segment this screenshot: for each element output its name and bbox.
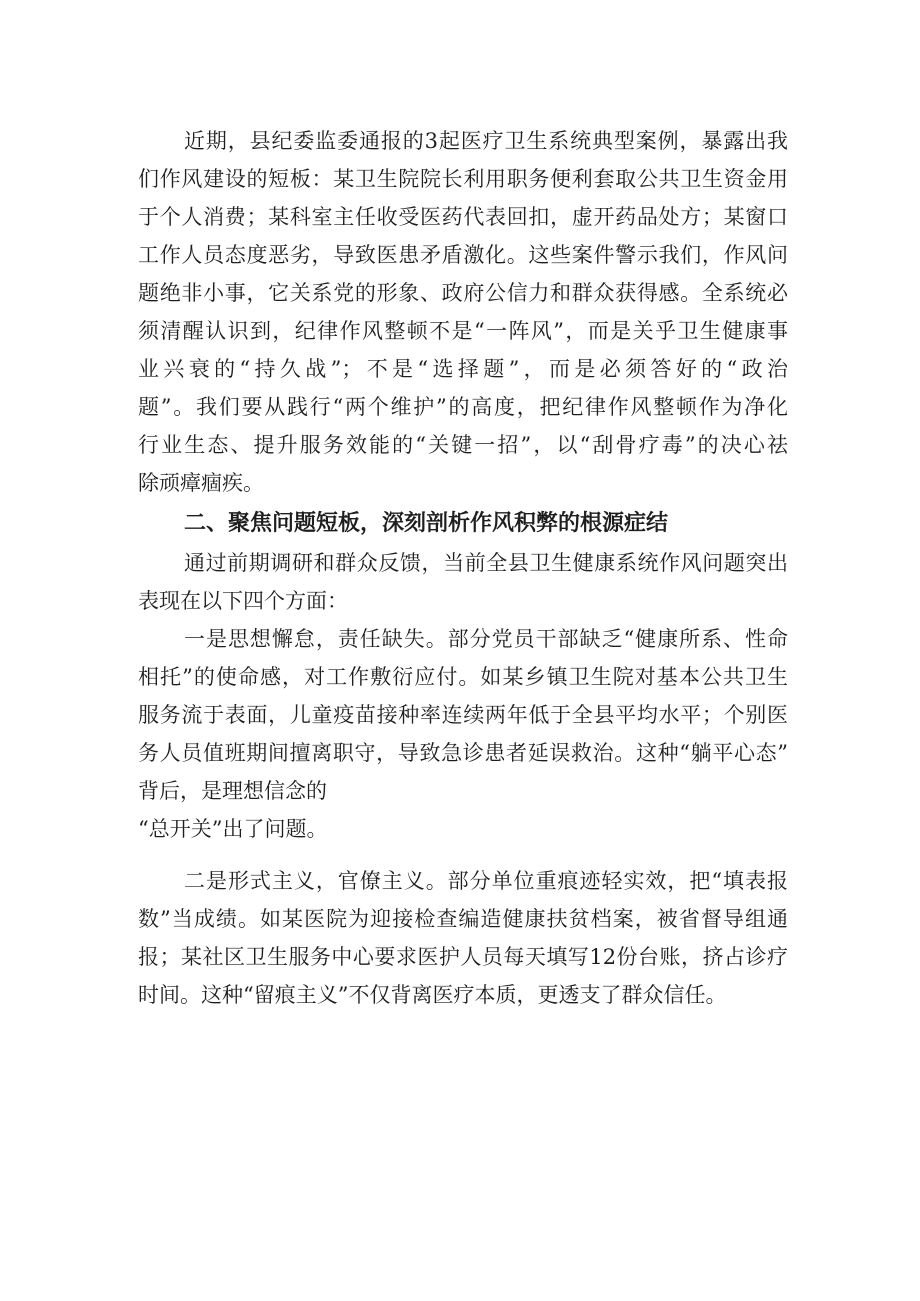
document-body <box>138 122 788 1014</box>
section-heading: 二、聚焦问题短板，深刻剖析作风积弊的根源症结 <box>184 511 669 536</box>
paragraph-point-two <box>138 862 788 1014</box>
text-line: 近期，县纪委监委通报的3起医疗卫生系统典型案例，暴露出我 <box>184 129 788 153</box>
text-line: 数”当成绩。如某医院为迎接检查编造健康扶贫档案，被省督导组通 <box>138 907 788 931</box>
text-line: 务人员值班期间擅离职守，导致急诊患者延误救治。这种“躺平心态” <box>138 741 788 765</box>
text-line: 表现在以下四个方面： <box>138 589 348 613</box>
text-line: 题”。我们要从践行“两个维护”的高度，把纪律作风整顿作为净化 <box>138 395 788 419</box>
text-line: 除顽瘴痼疾。 <box>138 471 264 495</box>
text-line: 题绝非小事，它关系党的形象、政府公信力和群众获得感。全系统必 <box>138 281 788 305</box>
text-line: 工作人员态度恶劣，导致医患矛盾激化。这些案件警示我们，作风问 <box>138 243 788 267</box>
text-line: 报；某社区卫生服务中心要求医护人员每天填写12份台账，挤占诊疗 <box>138 945 788 969</box>
text-line: 一是思想懈怠，责任缺失。部分党员干部缺乏“健康所系、性命 <box>184 627 788 651</box>
text-line: 二是形式主义，官僚主义。部分单位重痕迹轻实效，把“填表报 <box>184 869 788 893</box>
text-line: 们作风建设的短板：某卫生院院长利用职务便利套取公共卫生资金用 <box>138 167 788 191</box>
paragraph-point-one <box>138 620 788 848</box>
paragraph-overview <box>138 544 788 620</box>
text-line: 服务流于表面，儿童疫苗接种率连续两年低于全县平均水平；个别医 <box>138 703 788 727</box>
text-line: 相托”的使命感，对工作敷衍应付。如某乡镇卫生院对基本公共卫生 <box>138 665 788 689</box>
text-line: 通过前期调研和群众反馈，当前全县卫生健康系统作风问题突出 <box>184 551 788 575</box>
text-line: 背后，是理想信念的 <box>138 779 327 803</box>
text-line: 时间。这种“留痕主义”不仅背离医疗本质，更透支了群众信任。 <box>138 983 727 1007</box>
text-line: 行业生态、提升服务效能的“关键一招”，以“刮骨疗毒”的决心祛 <box>138 433 788 457</box>
paragraph-gap <box>138 848 788 862</box>
paragraph-case-report <box>138 122 788 502</box>
text-line: “总开关”出了问题。 <box>138 817 328 841</box>
text-line: 业兴衰的“持久战”；不是“选择题”，而是必须答好的“政治 <box>138 357 788 381</box>
text-line: 于个人消费；某科室主任收受医药代表回扣，虚开药品处方；某窗口 <box>138 205 788 229</box>
text-line: 须清醒认识到，纪律作风整顿不是“一阵风”，而是关乎卫生健康事 <box>138 319 788 343</box>
